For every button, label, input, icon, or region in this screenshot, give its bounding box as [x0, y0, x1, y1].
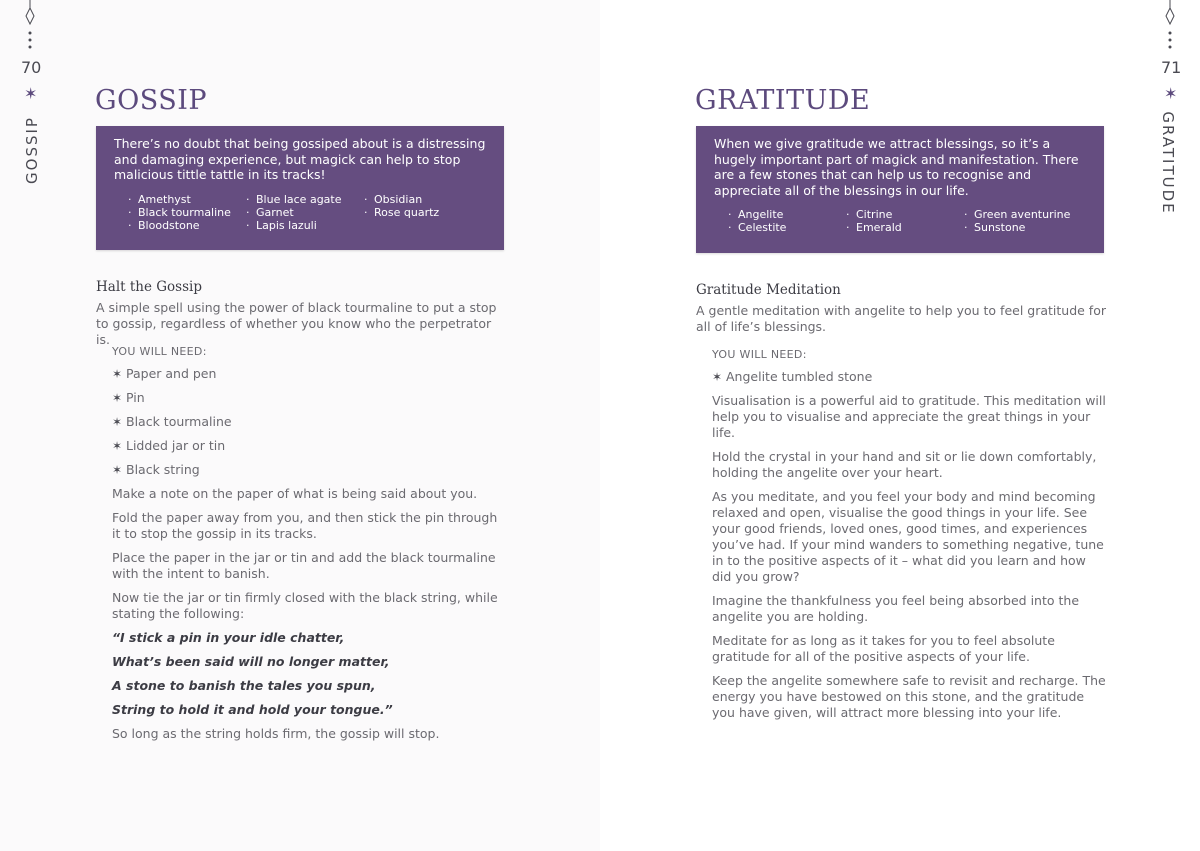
stone-item: · Sunstone: [964, 221, 1070, 234]
stone-column: [232, 193, 350, 232]
star-icon: ✶: [1164, 84, 1178, 103]
need-item: [112, 366, 507, 382]
step-paragraph: Fold the paper away from you, and then stick the pin through it to stop the gossip in its tracks.: [112, 510, 498, 541]
spell-subtitle: A gentle meditation with angelite to help you to feel gratitude for all of life’s blessings.: [696, 303, 1106, 334]
stone-column: [832, 208, 950, 234]
intro-box: [696, 126, 1104, 253]
stone-item: · Green aventurine: [964, 208, 1070, 221]
page-title: GOSSIP: [95, 85, 208, 116]
asterisk-star-icon: ✶: [112, 439, 123, 453]
step-paragraph: Place the paper in the jar or tin and add the black tourmaline with the intent to banish.: [112, 550, 496, 581]
need-item-text: Angelite tumbled stone: [726, 369, 873, 384]
chant-line: A stone to banish the tales you spun,: [112, 678, 376, 693]
stone-item: · Emerald: [846, 221, 950, 234]
need-item-text: Pin: [126, 390, 145, 405]
need-item: [112, 438, 507, 454]
step-paragraph: Imagine the thankfulness you feel being absorbed into the angelite you are holding.: [712, 593, 1080, 624]
intro-box: [96, 126, 504, 250]
star-icon: ✶: [24, 84, 38, 103]
stone-list: [114, 193, 486, 232]
stone-item: · Blue lace agate: [246, 193, 350, 206]
stone-item: · Celestite: [728, 221, 832, 234]
need-item-text: Paper and pen: [126, 366, 217, 381]
step-paragraph: As you meditate, and you feel your body and mind becoming relaxed and open, visualise the good things in your life. See your good friends, loved ones, good times, and experiences you’ve had. If your mind wanders to something negative, tune in to the positive aspects of it – what did you learn and how did you grow?: [712, 489, 1104, 584]
page-number: 71: [1161, 58, 1182, 77]
right-page: [600, 0, 1200, 851]
stone-item: · Black tourmaline: [128, 206, 232, 219]
asterisk-star-icon: ✶: [112, 415, 123, 429]
need-item: [112, 462, 507, 478]
need-item-text: Lidded jar or tin: [126, 438, 226, 453]
you-will-need-label: YOU WILL NEED:: [712, 348, 807, 361]
running-head: GRATITUDE: [1159, 111, 1177, 215]
step-paragraph: Keep the angelite somewhere safe to revisit and recharge. The energy you have bestowed on this stone, and the gratitude you have given, will attract more blessing into your life.: [712, 673, 1106, 720]
running-head: GOSSIP: [23, 116, 41, 184]
asterisk-star-icon: ✶: [112, 463, 123, 477]
ornament-icon: [20, 0, 40, 50]
stone-column: [350, 193, 439, 232]
spell-title: Halt the Gossip: [96, 279, 202, 295]
asterisk-star-icon: ✶: [112, 391, 123, 405]
ornament-icon: [1160, 0, 1180, 50]
stone-item: · Amethyst: [128, 193, 232, 206]
need-item: [712, 369, 1107, 385]
stone-column: [714, 208, 832, 234]
stone-column: [950, 208, 1070, 234]
chant-line: “I stick a pin in your idle chatter,: [112, 630, 345, 645]
stone-item: · Rose quartz: [364, 206, 439, 219]
stone-column: [114, 193, 232, 232]
chant-line: String to hold it and hold your tongue.”: [112, 702, 393, 717]
stone-item: · Citrine: [846, 208, 950, 221]
asterisk-star-icon: ✶: [112, 367, 123, 381]
intro-text: When we give gratitude we attract blessings, so it’s a hugely important part of magick and manifestation. There are a few stones that can help us to recognise and appreciate all of the blessings in our life.: [714, 136, 1079, 198]
need-item: [112, 390, 507, 406]
stone-item: · Angelite: [728, 208, 832, 221]
intro-text: There’s no doubt that being gossiped about is a distressing and damaging experience, but magick can help to stop malicious tittle tattle in its tracks!: [114, 136, 486, 182]
need-item-text: Black tourmaline: [126, 414, 232, 429]
meditation-body: [712, 348, 1107, 729]
asterisk-star-icon: ✶: [712, 370, 723, 384]
spell-subtitle: A simple spell using the power of black tourmaline to put a stop to gossip, regardless of whether you know who the perpetrator is.: [96, 300, 497, 347]
page-title: GRATITUDE: [695, 85, 871, 116]
chant-line: What’s been said will no longer matter,: [112, 654, 390, 669]
stone-item: · Obsidian: [364, 193, 439, 206]
step-paragraph: Hold the crystal in your hand and sit or lie down comfortably, holding the angelite over your heart.: [712, 449, 1097, 480]
spell-body: [112, 345, 507, 750]
step-paragraph: Now tie the jar or tin firmly closed with the black string, while stating the following:: [112, 590, 498, 621]
stone-list: [714, 208, 1086, 234]
need-item-text: Black string: [126, 462, 200, 477]
stone-item: · Garnet: [246, 206, 350, 219]
step-paragraph: Visualisation is a powerful aid to gratitude. This meditation will help you to visualise and appreciate the great things in your life.: [712, 393, 1106, 440]
need-item: [112, 414, 507, 430]
spell-title: Gratitude Meditation: [696, 282, 841, 298]
step-paragraph: Make a note on the paper of what is being said about you.: [112, 486, 478, 501]
page-number: 70: [21, 58, 42, 77]
closing-paragraph: So long as the string holds firm, the gossip will stop.: [112, 726, 440, 741]
step-paragraph: Meditate for as long as it takes for you to feel absolute gratitude for all of the positive aspects of your life.: [712, 633, 1055, 664]
you-will-need-label: YOU WILL NEED:: [112, 345, 207, 358]
stone-item: · Lapis lazuli: [246, 219, 350, 232]
stone-item: · Bloodstone: [128, 219, 232, 232]
